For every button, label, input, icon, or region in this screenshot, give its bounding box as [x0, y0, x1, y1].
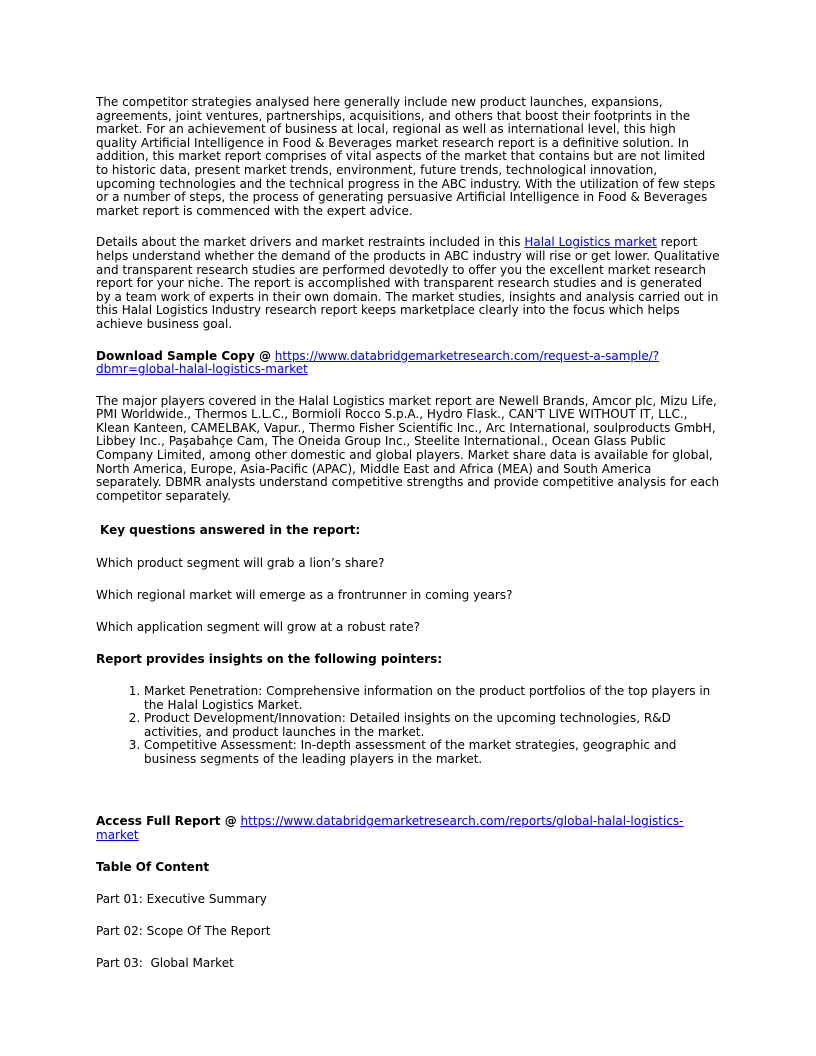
major-players-paragraph: The major players covered in the Halal Logistics market report are Newell Brands, Amcor plc, Mizu Life, PMI Worldwide., Thermos L.L.C., Bormioli Rocco S.p.A., Hydro Flask., CAN'T LIVE WITHOUT IT, LLC., Klean Kanteen, CAMELBAK, Vapur., Thermo Fisher Scientific Inc., Arc International, soulproducts GmbH, Libbey Inc., Paşabahçe Cam, The Oneida Group Inc., Steelite International., Ocean Glass Public Company Limited, among other domestic and global players. Market share data is available for global, North America, Europe, Asia-Pacific (APAC), Middle East and Africa (MEA) and South America separately. DBMR analysts understand competitive strengths and provide competitive analysis for each competitor separately.: [96, 393, 720, 503]
insights-list: [96, 685, 720, 767]
toc-item: Part 01: Executive Summary: [96, 892, 267, 907]
access-full-report-line: [96, 815, 720, 842]
download-sample-link[interactable]: https://www.databridgemarketresearch.com/request-a-sample/?dbmr=global-halal-logistics-market: [96, 348, 660, 377]
insights-list-item: 3. Competitive Assessment: In-depth assessment of the market strategies, geographic and business segments of the leading players in the market.: [144, 739, 720, 766]
halal-logistics-market-link[interactable]: Halal Logistics market: [524, 235, 657, 250]
key-questions-heading: Key questions answered in the report:: [100, 523, 361, 538]
insights-list-item: 1. Market Penetration: Comprehensive information on the product portfolios of the top players in the Halal Logistics Market.: [144, 685, 720, 712]
question-item: Which application segment will grow at a robust rate?: [96, 620, 420, 635]
download-sample-label: Download Sample Copy @: [96, 348, 271, 363]
drivers-paragraph: [96, 236, 720, 331]
insights-heading: Report provides insights on the following pointers:: [96, 652, 443, 667]
toc-item: Part 02: Scope Of The Report: [96, 924, 271, 939]
document-page: [96, 96, 720, 990]
intro-paragraph: The competitor strategies analysed here generally include new product launches, expansions, agreements, joint ventures, partnerships, acquisitions, and others that boost their footprints in the market. For an achievement of business at local, regional as well as international level, this high quality Artificial Intelligence in Food & Beverages market research report is a definitive solution. In addition, this market report comprises of vital aspects of the market that contains but are not limited to historic data, present market trends, environment, future trends, technological innovation, upcoming technologies and the technical progress in the ABC industry. With the utilization of few steps or a number of steps, the process of generating persuasive Artificial Intelligence in Food & Beverages market report is commenced with the expert advice.: [96, 95, 716, 218]
download-sample-line: [96, 350, 720, 377]
toc-item: Part 03: Global Market: [96, 956, 234, 971]
question-item: Which product segment will grab a lion’s share?: [96, 556, 385, 571]
access-full-report-label: Access Full Report @: [96, 814, 237, 829]
drivers-text-before: Details about the market drivers and market restraints included in this: [96, 235, 525, 250]
table-of-content-heading: Table Of Content: [96, 860, 210, 875]
insights-list-item: 2. Product Development/Innovation: Detailed insights on the upcoming technologies, R&D activities, and product launches in the market.: [144, 712, 720, 739]
question-item: Which regional market will emerge as a frontrunner in coming years?: [96, 588, 513, 603]
access-full-report-link[interactable]: https://www.databridgemarketresearch.com/reports/global-halal-logistics-market: [96, 814, 684, 843]
drivers-text-after: report helps understand whether the demand of the products in ABC industry will rise or get lower. Qualitative and transparent research studies are performed devotedly to offer you the excellent market research report for your niche. The report is accomplished with transparent research studies and is generated by a team work of experts in their own domain. The market studies, insights and analysis carried out in this Halal Logistics Industry research report keeps marketplace clearly into the focus which helps achieve business goal.: [96, 235, 720, 331]
